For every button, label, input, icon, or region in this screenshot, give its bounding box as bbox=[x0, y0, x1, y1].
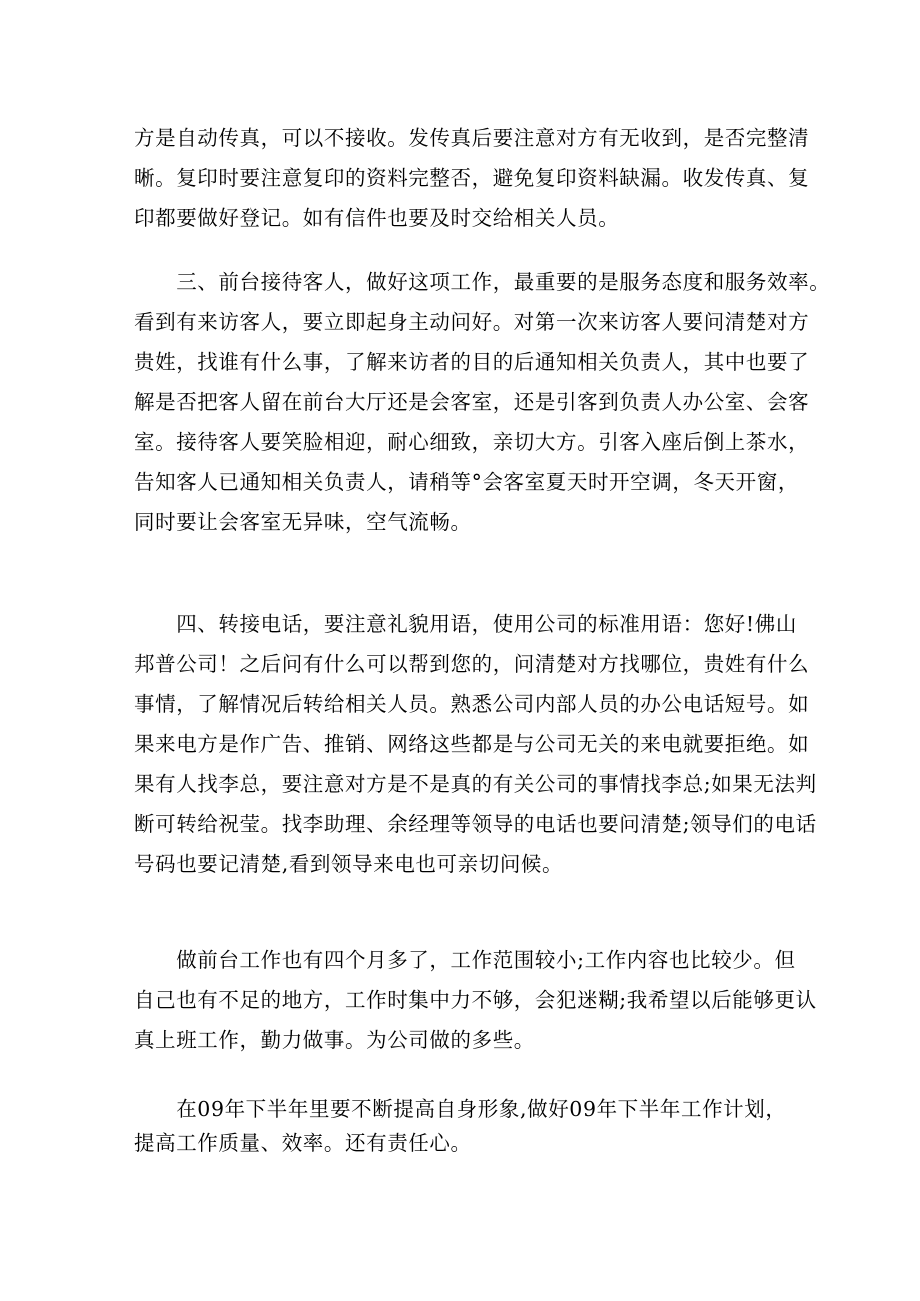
paragraph-plan bbox=[134, 1092, 794, 1160]
text-line: 室。接待客人要笑脸相迎，耐心细致，亲切大方。引客入座后倒上茶水， bbox=[134, 430, 810, 454]
paragraph-reception bbox=[134, 262, 831, 542]
text-line: 断可转给祝莹。找李助理、余经理等领导的电话也要问清楚;领导们的电话 bbox=[134, 812, 817, 836]
text-line: 号码也要记清楚,看到领导来电也可亲切问候。 bbox=[134, 852, 564, 876]
text-line: 邦普公司！之后问有什么可以帮到您的，问清楚对方找哪位，贵姓有什么 bbox=[134, 652, 810, 676]
paragraph-fax-copy bbox=[134, 118, 810, 238]
text-line: 果来电方是作广告、推销、网络这些都是与公司无关的来电就要拒绝。如 bbox=[134, 732, 810, 756]
text-line: 四、转接电话，要注意礼貌用语，使用公司的标准用语：您好!佛山 bbox=[134, 612, 797, 636]
text-line: 贵姓，找谁有什么事，了解来访者的目的后通知相关负责人，其中也要了 bbox=[134, 350, 810, 374]
text-line: 看到有来访客人，要立即起身主动问好。对第一次来访客人要问清楚对方 bbox=[134, 310, 810, 334]
text-line: 三、前台接待客人，做好这项工作，最重要的是服务态度和服务效率。 bbox=[134, 270, 831, 294]
text-line: 真上班工作，勤力做事。为公司做的多些。 bbox=[134, 1028, 535, 1052]
text-line: 自己也有不足的地方，工作时集中力不够，会犯迷糊;我希望以后能够更认 bbox=[134, 988, 817, 1012]
text-line: 方是自动传真，可以不接收。发传真后要注意对方有无收到，是否完整清 bbox=[134, 126, 810, 150]
paragraph-phone bbox=[134, 604, 817, 884]
text-line: 事情，了解情况后转给相关人员。熟悉公司内部人员的办公电话短号。如 bbox=[134, 692, 810, 716]
text-line: 印都要做好登记。如有信件也要及时交给相关人员。 bbox=[134, 206, 620, 230]
text-line: 提高工作质量、效率。还有责任心。 bbox=[134, 1131, 472, 1155]
text-line: 同时要让会客室无异味，空气流畅。 bbox=[134, 510, 472, 534]
text-line: 做前台工作也有四个月多了，工作范围较小;工作内容也比较少。但 bbox=[134, 948, 796, 972]
text-line: 果有人找李总，要注意对方是不是真的有关公司的事情找李总;如果无法判 bbox=[134, 772, 817, 796]
text-line: 晰。复印时要注意复印的资料完整否，避免复印资料缺漏。收发传真、复 bbox=[134, 166, 810, 190]
text-line: 在09年下半年里要不断提高自身形象,做好09年下半年工作计划， bbox=[134, 1097, 787, 1121]
text-line: 告知客人已通知相关负责人，请稍等°会客室夏天时开空调，冬天开窗， bbox=[134, 470, 799, 494]
text-line: 解是否把客人留在前台大厅还是会客室，还是引客到负责人办公室、会客 bbox=[134, 390, 810, 414]
paragraph-self-review bbox=[134, 940, 817, 1060]
